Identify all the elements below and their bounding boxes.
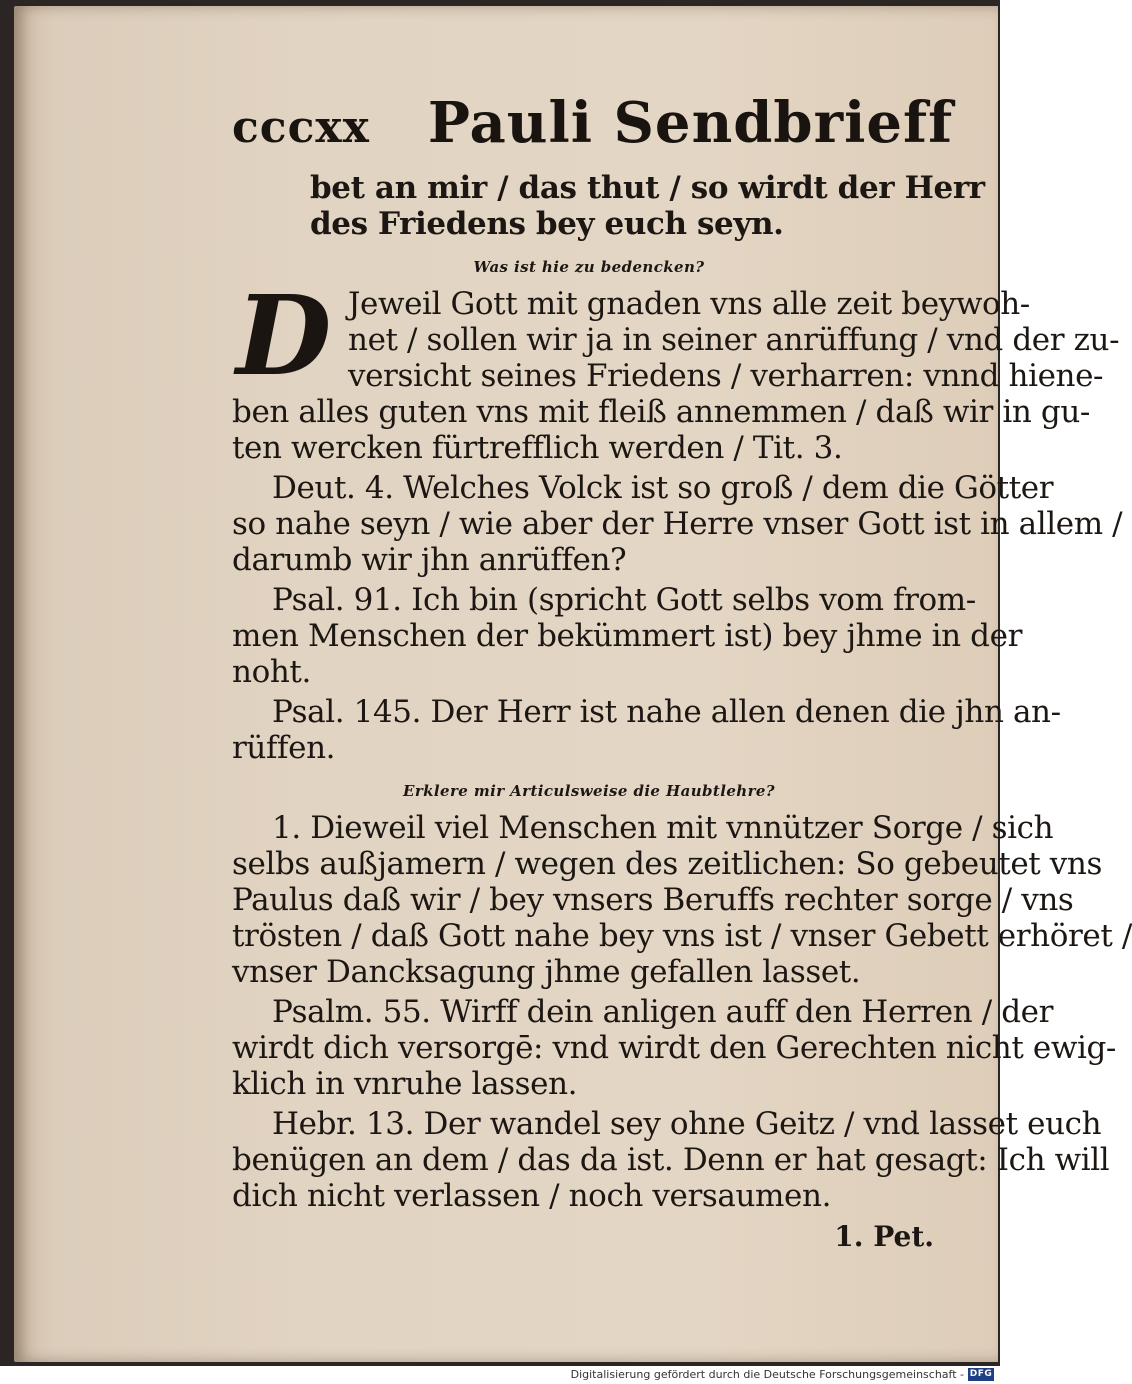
text-line: ten wercken fürtrefflich werden / Tit. 3. [232, 430, 843, 466]
dfg-logo-icon: DFG [969, 1369, 993, 1379]
text-line: so nahe seyn / wie aber der Herre vnser Gott ist in allem / [232, 506, 1123, 542]
continued-text [224, 170, 985, 242]
paragraph-point-1 [224, 810, 1132, 990]
catchword: 1. Pet. [834, 1220, 934, 1253]
paragraph-1 [224, 271, 1120, 466]
funding-credit: Digitalisierung gefördert durch die Deutsche Forschungsgemeinschaft - [570, 1368, 964, 1381]
section-heading-question: Was ist hie zu bedencken? [473, 258, 705, 276]
text-line: ben alles guten vns mit fleiß annemmen / daß wir in gu- [232, 394, 1090, 430]
running-title: Pauli Sendbrieff [427, 90, 954, 156]
book-page [14, 6, 1132, 1362]
text-line: rüffen. [232, 730, 336, 766]
text-line: dich nicht verlassen / noch versaumen. [232, 1178, 832, 1214]
text-line: 1. Dieweil viel Menschen mit vnnützer Sorge / sich [272, 810, 1054, 846]
text-line: vnser Dancksagung jhme gefallen lasset. [232, 954, 861, 990]
text-line: Jeweil Gott mit gnaden vns alle zeit beywoh- [348, 286, 1030, 322]
text-line: des Friedens bey euch seyn. [310, 206, 784, 242]
text-line: Paulus daß wir / bey vnsers Beruffs rechter sorge / vns [232, 882, 1074, 918]
text-line: darumb wir jhn anrüffen? [232, 542, 627, 578]
text-line: wirdt dich versorgē: vnd wirdt den Gerechten nicht ewig- [232, 1030, 1116, 1066]
text-line: benügen an dem / das da ist. Denn er hat gesagt: Ich will [232, 1142, 1110, 1178]
text-line: selbs außjamern / wegen des zeitlichen: So gebeutet vns [232, 846, 1102, 882]
page-header [232, 90, 954, 156]
text-line: Psal. 145. Der Herr ist nahe allen denen die jhn an- [272, 694, 1061, 730]
text-line: Hebr. 13. Der wandel sey ohne Geitz / vnd lasset euch [272, 1106, 1102, 1142]
paragraph-deut [224, 470, 1123, 578]
text-line: net / sollen wir ja in seiner anrüffung / vnd der zu- [348, 322, 1120, 358]
paragraph-hebr-13 [224, 1106, 1110, 1214]
drop-initial-letter: D [236, 271, 332, 400]
text-line: Psalm. 55. Wirff dein anligen auff den Herren / der [272, 994, 1053, 1030]
text-line: Psal. 91. Ich bin (spricht Gott selbs vom from- [272, 582, 976, 618]
folio-number: cccxx [232, 102, 370, 153]
digitization-footer [0, 1366, 1000, 1384]
page-text [224, 90, 1132, 1253]
text-line: klich in vnruhe lassen. [232, 1066, 578, 1102]
text-line: versicht seines Friedens / verharren: vnnd hiene- [348, 358, 1104, 394]
text-line: trösten / daß Gott nahe bey vns ist / vnser Gebett erhöret / [232, 918, 1132, 954]
text-line: bet an mir / das thut / so wirdt der Herr [310, 170, 985, 206]
text-line: men Menschen der bekümmert ist) bey jhme in der [232, 618, 1022, 654]
paragraph-psal-91 [224, 582, 1022, 690]
paragraph-psalm-55 [224, 994, 1116, 1102]
section-heading-explain: Erklere mir Articulsweise die Haubtlehre? [403, 782, 775, 800]
text-line: Deut. 4. Welches Volck ist so groß / dem die Götter [272, 470, 1054, 506]
paragraph-psal-145 [224, 694, 1061, 766]
text-line: noht. [232, 654, 311, 690]
